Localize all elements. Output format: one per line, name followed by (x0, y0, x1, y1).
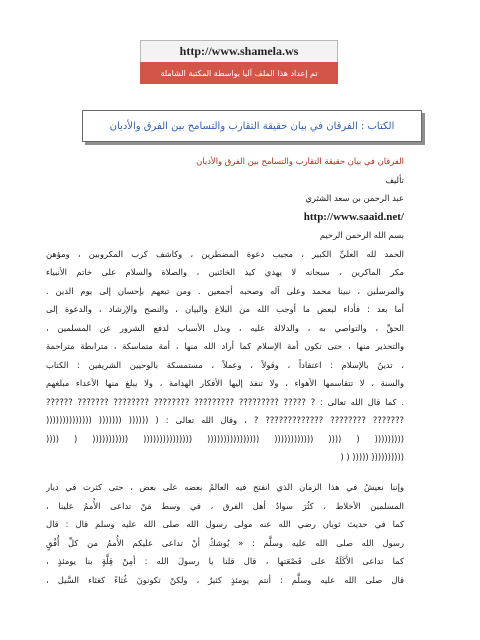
paragraph-line: كما تداعى الأَكَلَةُ على قَصْعَتها ، قال قلنا يا رسولَ الله : أمِنْ قِلَّةٍ بنا يومئذٍ ، (46, 556, 404, 566)
author-label: تأليف (385, 174, 404, 185)
body-text-second-paragraph (46, 478, 404, 589)
paragraph-line: أما بعد : فأداء لبعض ما أوجب الله من البلاغ والبيان ، والنصح والإرشاد ، والدعوة إلى (46, 304, 404, 314)
source-banner (140, 40, 338, 86)
author-name: عبد الرحمن بن سعد الشثري (305, 193, 404, 203)
body-text (46, 152, 404, 467)
paragraph-line: والسنة ، لا تتقاسمها الأهواء ، ولا تنفذ إليها الأفكار الهدامة ، ولا يبلغ منها الأعداء مبلغهم (46, 378, 404, 388)
basmala: بسم الله الرحمن الرحيم (319, 230, 404, 240)
paragraph-line: والمرسلين ، نبينا محمد وعلى آله وصحبه أجمعين . ومن تبعهم بإحسان إلى يوم الدين . (46, 285, 404, 296)
paragraph-line: وإننا نعيشُ في هذا الزمان الذي انفتح فيه العالمُ بعضه على بعض ، حتى كثرت في ديار (46, 482, 404, 492)
paragraph-line: المسلمين الأخلاط ، كثُرَ سوادُ أهل الفرق ، في وسط مَنْ تداعى الأُممُ علينا ، (46, 500, 404, 511)
paragraph-line: ??????? ???????? ????????????? ? ، وقال الله تعالى : ( (((((( ((((((( (((((((((((((( (46, 415, 404, 425)
paragraph-line: قال صلى الله عليه وسلَّم : أنتم يومئذٍ كثيرٌ ، ولكنْ تكونونَ غُثاءً كغثاء السَّيل ، (46, 574, 404, 585)
red-title: الفرقان في بيان حقيقة التقارب والتسامح بين الفرق والأديان (196, 156, 404, 166)
paragraph-line: (((((((((( ((((( ( ( (340, 452, 404, 462)
paragraph-line: الحمد لله العليِّ الكبير ، مجيب دعوة المضطرين ، وكاشف كرب المكروبين ، ومؤهن (46, 248, 404, 259)
source-url[interactable]: http://www.shamela.ws (140, 40, 338, 62)
paragraph-line: والتحذير منها ، حتى تكون أمة الإسلام كما أراد الله منها ، أمة متماسكة ، مترابطة متراحمة (46, 341, 404, 351)
paragraph-line: رسول الله صلى الله عليه وسلَّم : « يُوشكُ أنْ تداعى عليكم الأُممُ من كلِّ أُفُقٍ (46, 537, 404, 548)
paragraph-line: كما في حديث ثوبان رضي الله عنه مولى رسول الله صلى الله عليه وسلم قال : قال (46, 519, 404, 529)
paragraph-line: . كما قال الله تعالى : ? ????? ????????? ????????? ???????? ???????? ??????? ?????? (46, 396, 404, 407)
book-title: الكتاب : الفرقان في بيان حقيقة التقارب والتسامح بين الفرق والأديان (82, 110, 422, 142)
paragraph-line: ، تدينُ بالإسلام : اعتقاداً ، وقولاً ، وعملاً ، مستمسكة بالوحيين الشريفين : الكتاب (46, 359, 404, 370)
paragraph-line: مكر الماكرين ، سبحانه لا يهدي كيد الخائنين ، والصلاة والسلام على خاتم الأنبياء (46, 267, 404, 277)
paragraph-line: الحقِّ ، والتواصي به ، والدلالة عليه ، وبذل الأسباب لدفع الشرور عن المسلمين ، (46, 322, 404, 333)
paragraph-line: ((((((((( ( (((( (((((((((((( (((((((((((((((( ((((((((((((((( ((((((((((( ( (((( (46, 433, 404, 444)
author-website[interactable]: http://www.saaid.net/ (303, 210, 404, 223)
source-subtitle: تم إعداد هذا الملف آليا بواسطة المكتبة الشاملة (140, 62, 338, 84)
